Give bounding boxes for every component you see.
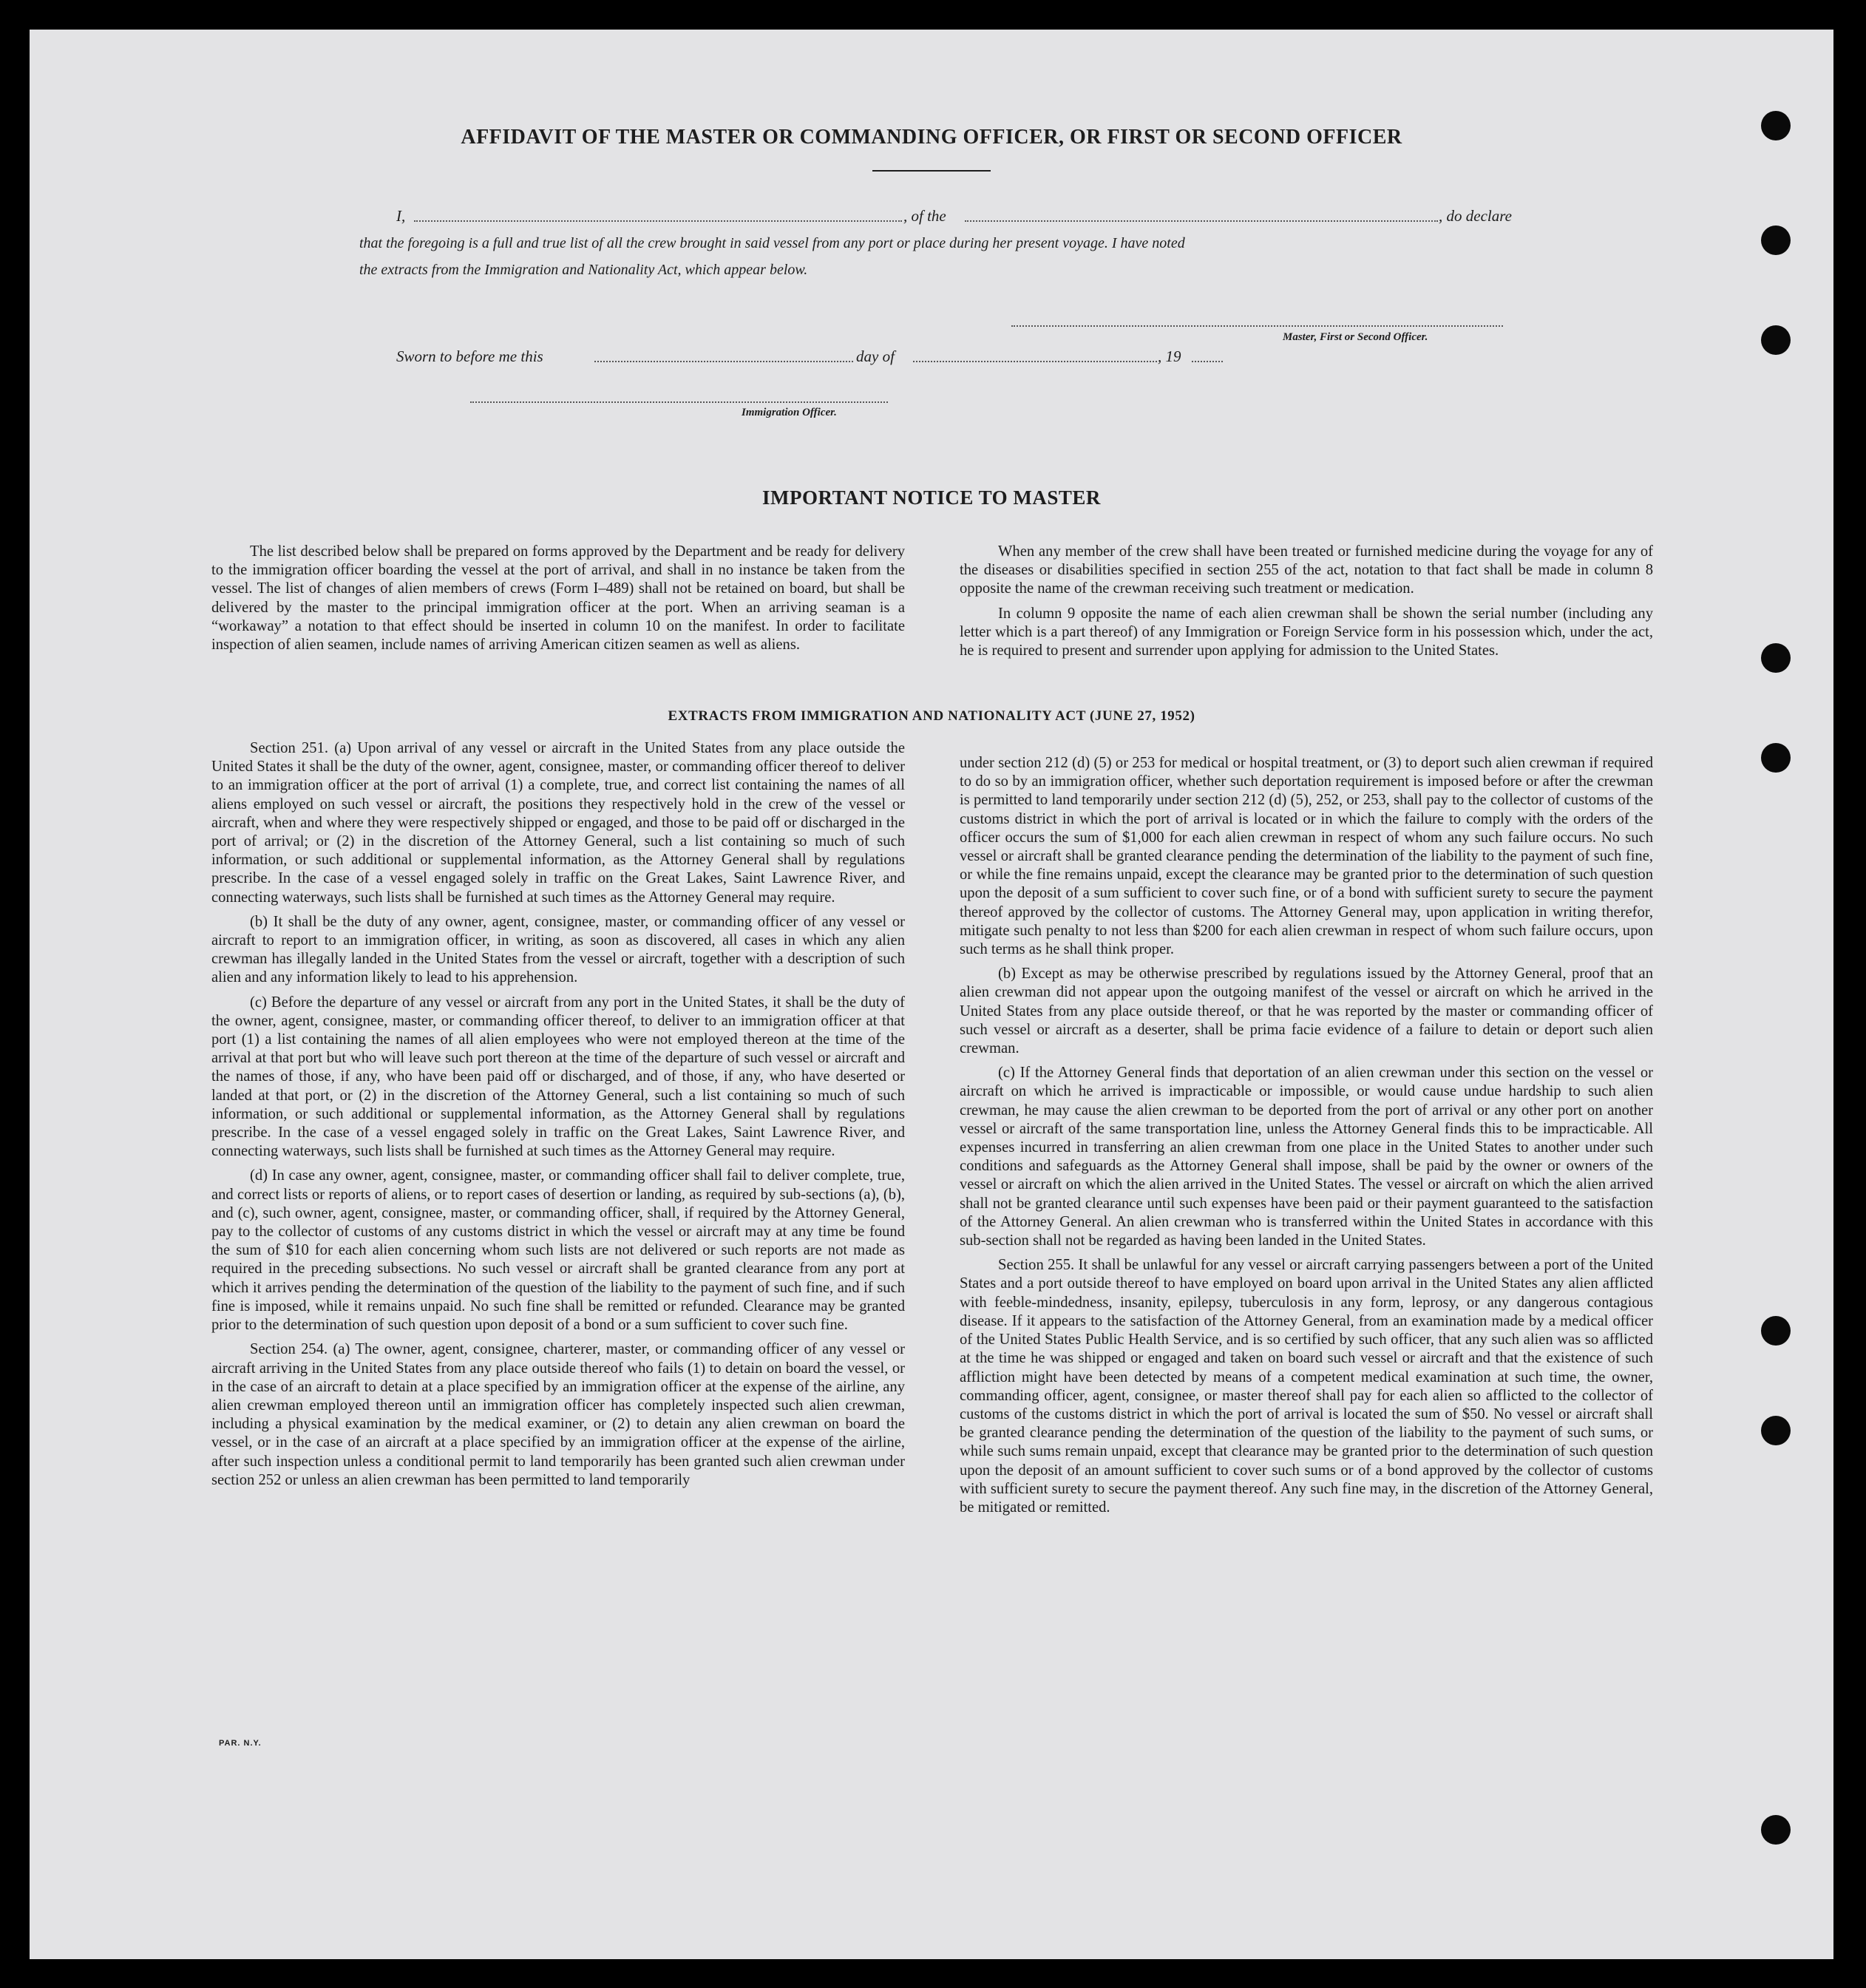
binder-hole	[1761, 643, 1791, 673]
extracts-right-column	[960, 754, 1653, 1523]
section-paragraph: Section 255. It shall be unlawful for any vessel or aircraft carrying passengers between a port of the United States and a port outside thereof to have employed on board upon arrival in the United States any alien afflicted with feeble-mindedness, insanity, epilepsy, tuberculosis in any form, leprosy, or any dangerous contagious disease. If it appears to the satisfaction of the Attorney General, from an examination made by a medical officer of the United States Public Health Service, and is so certified by such officer, that any such alien was so afflicted at the time he was shipped or engaged and taken on board such vessel or aircraft and that the existence of such affliction might have been detected by means of a competent medical examination at such time, the owner, commanding officer, agent, consignee, or master thereof shall pay for each alien so afflicted to the collector of customs of the customs district in which the port of arrival is located the sum of $50. No vessel or aircraft shall be granted clearance pending the determination of the question of the liability to the payment of such sums, or while such sums remain unpaid, except that clearance may be granted prior to the determination of such question upon the deposit of an amount sufficient to cover such sums or of a bond approved by the collector of customs with sufficient surety to secure the payment thereof. Any such fine may, in the discretion of the Attorney General, be mitigated or remitted.	[960, 1257, 1653, 1516]
officer-caption: Immigration Officer.	[742, 407, 837, 418]
affidavit-title: AFFIDAVIT OF THE MASTER OR COMMANDING OFFICER, OR FIRST OR SECOND OFFICER	[461, 126, 1402, 149]
document-page	[30, 30, 1833, 1959]
notice-right-column	[960, 543, 1653, 666]
binder-hole	[1761, 1416, 1791, 1445]
affidavit-of-the: , of the	[903, 207, 946, 225]
notice-paragraph: The list described below shall be prepared on forms approved by the Department and be ready for delivery to the immigration officer boarding the vessel at the port of arrival, and shall in no instance be taken from the vessel. The list of changes of alien members of crews (Form I–489) shall not be retained on board, but shall be delivered by the master to the principal immigration officer at the port. When an arriving seaman is a “workaway” a notation to that effect should be inserted in column 10 on the manifest. In order to facilitate inspection of alien seamen, include names of arriving American citizen seamen as well as aliens.	[211, 543, 905, 654]
binder-hole	[1761, 1815, 1791, 1845]
master-caption: Master, First or Second Officer.	[1283, 331, 1428, 343]
binder-hole	[1761, 743, 1791, 773]
binder-hole	[1761, 1316, 1791, 1346]
section-paragraph: Section 251. (a) Upon arrival of any vessel or aircraft in the United States from any place outside the United States it shall be the duty of the owner, agent, consignee, master, or commanding officer thereof to deliver to an immigration officer at the port of arrival (1) a complete, true, and correct list containing the names of all aliens employed on such vessel or aircraft, the positions they respectively hold in the crew of the vessel or aircraft, when and where they were respectively shipped or engaged, and those to be paid off or discharged in the port of arrival; or (2) in the discretion of the Attorney General, such a list containing so much of such information, or such additional or supplemental information, as the Attorney General shall by regulations prescribe. In the case of a vessel engaged solely in traffic on the Great Lakes, Saint Lawrence River, and connecting waterways, such lists shall be furnished at such times as the Attorney General may require.	[211, 740, 905, 906]
sworn-year-blank[interactable]	[1192, 361, 1223, 362]
affidavit-line3: the extracts from the Immigration and Nationality Act, which appear below.	[359, 262, 808, 278]
officer-signature-blank[interactable]	[470, 401, 888, 403]
year-label: , 19	[1158, 347, 1181, 365]
section-paragraph: (b) Except as may be otherwise prescribed by regulations issued by the Attorney General, proof that an alien crewman did not appear upon the outgoing manifest of the vessel or aircraft on which he arrived in the United States from any place outside thereof, or that he was reported by the master or commanding officer of such vessel or aircraft as a deserter, shall be prima facie evidence of a failure to detain or deport such alien crewman.	[960, 966, 1653, 1057]
sworn-label: Sworn to before me this	[396, 347, 543, 365]
notice-left-column	[211, 543, 905, 660]
extracts-left-column	[211, 739, 905, 1496]
name-blank[interactable]	[414, 220, 902, 222]
section-paragraph: under section 212 (d) (5) or 253 for medical or hospital treatment, or (3) to deport such alien crewman if required to do so by an immigration officer, whether such deportation requirement is imposed before or after the crewman is permitted to land temporarily under section 212 (d) (5), 252, or 253, shall pay to the collector of customs of the customs district in which the port of arrival is located or in which the failure to comply with the orders of the officer occurs the sum of $1,000 for each alien crewman in respect of whom any such failure occurs. No such vessel or aircraft shall be granted clearance pending the determination of the liability to the payment of such fine, or while the fine remains unpaid, except the clearance may be granted prior to the determination of such question upon the deposit of a sum sufficient to cover such fine, or of a bond with sufficient surety to secure the payment thereof approved by the collector of customs. The Attorney General may, upon application in writing therefor, mitigate such penalty to not less than $200 for each alien crewman in respect of whom such failure occurs, upon such terms as he shall think proper.	[960, 755, 1653, 958]
section-paragraph: (c) If the Attorney General finds that deportation of an alien crewman under this section on the vessel or aircraft on which he arrived is impracticable or impossible, or would cause undue hardship to such alien crewman, he may cause the alien crewman to be deported from the port of arrival or any other port on another vessel or aircraft of the same transportation line, unless the Attorney General finds this to be impracticable. All expenses incurred in transferring an alien crewman from one place in the United States to another under such conditions and safeguards as the Attorney General shall impose, shall be paid by the owner or owners of the vessel or aircraft on which the alien arrived in the United States. The vessel or aircraft on which the alien arrived shall not be granted clearance until such expenses have been paid or their payment guaranteed to the satisfaction of the Attorney General. An alien crewman who is transferred within the United States in accordance with this sub-section shall not be regarded as having been landed in the United States.	[960, 1065, 1653, 1249]
affidavit-line2: that the foregoing is a full and true list of all the crew brought in said vessel from any port or place during her present voyage. I have noted	[359, 235, 1185, 251]
notice-paragraph: In column 9 opposite the name of each alien crewman shall be shown the serial number (including any letter which is a part thereof) of any Immigration or Foreign Service form in his possession which, under the act, he is required to present and surrender upon applying for admission to the United States.	[960, 605, 1653, 659]
notice-title: IMPORTANT NOTICE TO MASTER	[762, 486, 1101, 509]
section-paragraph: (d) In case any owner, agent, consignee, master, or commanding officer shall fail to deliver complete, true, and correct lists or reports of aliens, or to report cases of desertion or landing, as required by sub-sections (a), (b), and (c), such owner, agent, consignee, master, or commanding officer, shall, if required by the Attorney General, pay to the collector of customs of any customs district in which the vessel or aircraft may at any time be found the sum of $10 for each alien concerning whom such lists are not delivered or such reports are not made as required in the preceding subsections. No such vessel or aircraft shall be granted clearance from any port at which it arrives pending the determination of the question of the liability to the payment of such fine, and if such fine is imposed, while it remains unpaid. No such fine shall be remitted or refunded. Clearance may be granted prior to the determination of such question upon deposit of a bond or a sum sufficient to cover such fine.	[211, 1167, 905, 1334]
title-rule	[872, 170, 991, 172]
sworn-day-blank[interactable]	[594, 361, 853, 362]
master-signature-blank[interactable]	[1011, 325, 1503, 327]
vessel-blank[interactable]	[965, 220, 1438, 222]
affidavit-do-declare: , do declare	[1439, 207, 1512, 225]
section-paragraph: (c) Before the departure of any vessel or aircraft from any port in the United States, it shall be the duty of the owner, agent, consignee, master, or commanding officer thereof, to deliver to an immigration officer at that port (1) a list containing the names of all alien employees who were not employed thereon at the time of the arrival at that port but who will leave such port thereon at the time of the departure of such vessel or aircraft and the names of those, if any, who have been paid off or discharged, and of those, if any, who have deserted or landed at that port, or (2) in the discretion of the Attorney General, such a list containing so much of such information, or such additional or supplemental information, as the Attorney General shall by regulations prescribe. In the case of a vessel engaged solely in traffic on the Great Lakes, Saint Lawrence River, and connecting waterways, such lists shall be furnished at such times as the Attorney General may require.	[211, 994, 905, 1160]
printer-mark: PAR. N.Y.	[219, 1739, 262, 1748]
section-paragraph: Section 254. (a) The owner, agent, consignee, charterer, master, or commanding officer of any vessel or aircraft arriving in the United States from any place outside thereof who fails (1) to detain on board the vessel, or in the case of an aircraft to detain at a place specified by an immigration officer at the expense of the airline, any alien crewman employed thereon until an immigration officer has completely inspected such alien crewman, including a physical examination by the medical examiner, or (2) to detain any alien crewman on board the vessel, or in the case of an aircraft at a place specified by an immigration officer at the expense of the airline, after such inspection unless a conditional permit to land temporarily has been granted such alien crewman under section 252 or unless an alien crewman has been permitted to land temporarily	[211, 1341, 905, 1488]
binder-hole	[1761, 325, 1791, 355]
extracts-title: EXTRACTS FROM IMMIGRATION AND NATIONALITY ACT (JUNE 27, 1952)	[668, 708, 1195, 724]
notice-paragraph: When any member of the crew shall have been treated or furnished medicine during the voyage for any of the diseases or disabilities specified in section 255 of the act, notation to that fact shall be made in column 8 opposite the name of the crewman receiving such treatment or medication.	[960, 543, 1653, 597]
binder-hole	[1761, 225, 1791, 255]
sworn-month-blank[interactable]	[913, 361, 1157, 362]
section-paragraph: (b) It shall be the duty of any owner, agent, consignee, master, or commanding officer of any vessel or aircraft to report to an immigration officer, in writing, as soon as discovered, all cases in which any alien crewman has illegally landed in the United States from the vessel or aircraft, together with a description of such alien and any information likely to lead to his apprehension.	[211, 913, 905, 986]
day-of-label: day of	[856, 347, 895, 365]
affidavit-i: I,	[396, 207, 406, 225]
